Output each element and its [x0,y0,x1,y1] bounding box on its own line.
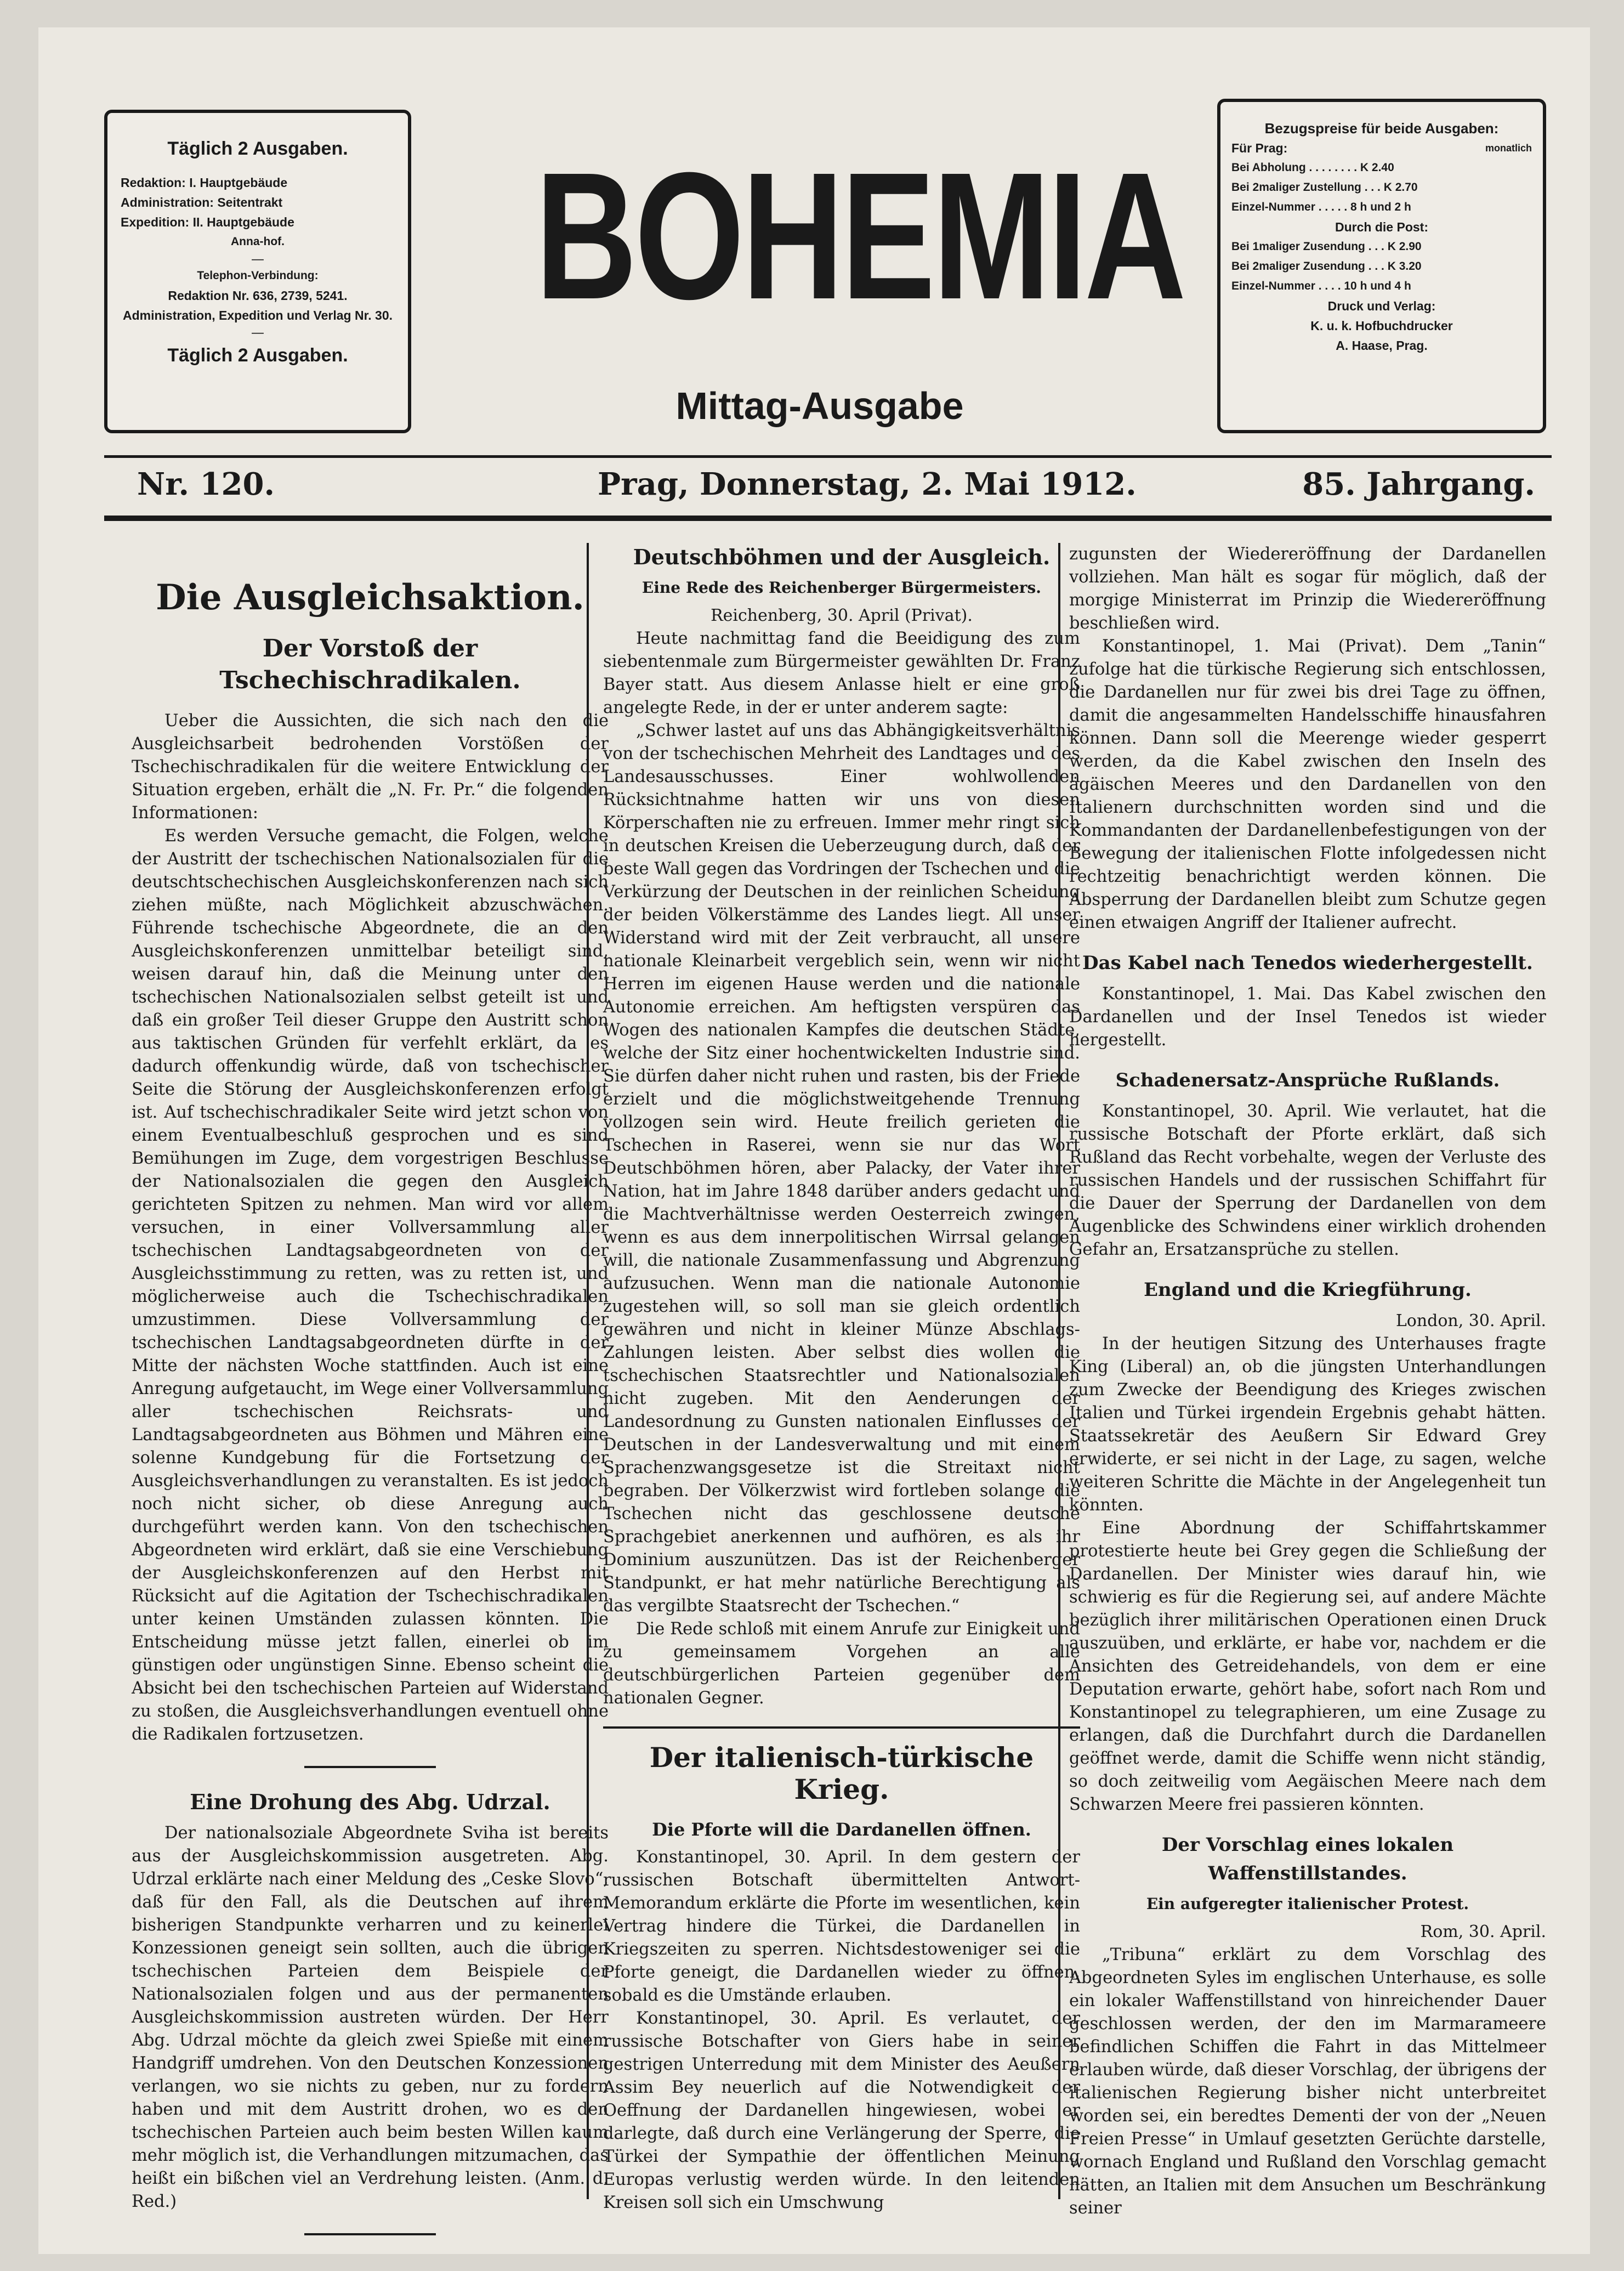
expedition-line: Expedition: II. Hauptgebäude [121,215,294,229]
telephone-admin: Administration, Expedition und Verlag Nr. 30. [122,308,393,322]
issue-date: Prag, Donnerstag, 2. Mai 1912. [598,466,1137,502]
headline-kabel-tenedos: Das Kabel nach Tenedos wiederhergestellt. [1082,952,1533,974]
annahof-label: Anna-hof. [231,235,285,248]
monthly-label: monatlich [1485,143,1532,154]
paragraph: „Schwer lastet auf uns das Abhängigkeitsverhältnis von der tschechischen Mehrheit des Landtages und des Landesausschusses. Einer wohlwollenden Rücksichtnahme hatten wir uns von diesen Körperschaften nie zu erfreuen. Immer mehr ringt sich in deutschen Kreisen die Ueberzeugung durch, daß der beste Wall gegen das Vordringen der Tschechen und die Verkürzung der Deutschen in der reinlichen Scheidung der beiden Völkerstämme des Landes liegt. All unser Widerstand wird mit der Zeit verbraucht, all unsere nationale Kleinarbeit vergeblich sein, wenn wir nicht Herren im eigenen Hause werden und die nationale Autonomie erreichen. Am heftigsten verspüren das Wogen des nationalen Kampfes die deutschen Städte, welche der Sitz einer hochentwickelten Industrie sind. Sie dürfen daher nicht ruhen und rasten, bis der Friede erzielt und die möglichstweitgehende Trennung vollzogen sein wird. Heute freilich gerieten die Tschechen in Raserei, wenn sie nur das Wort Deutschböhmen hören, aber Palacky, der Vater ihrer Nation, hat im Jahre 1848 darüber anders gedacht und die Machtverhältnisse werden Oesterreich zwingen, wenn es aus dem innerpolitischen Wirrsal gelangen will, die nationale Zusammenfassung und Abgrenzung aufzusuchen. Wenn man die nationale Autonomie zugestehen will, so soll man sie gleich ordentlich gewähren und nicht in kleiner Münze Abschlags-Zahlungen leisten. Aber selbst dies wollen die tschechischen Staatsrechtler und Nationalsozialen nicht zugeben. Mit den Aenderungen der Landesordnung zu Gunsten nationalen Einflusses der Deutschen in der Landesverwaltung und mit einem Sprachenzwangsgesetze ist die Streitaxt nicht begraben. Der Völkerzwist wird fortleben solange die Tschechen nicht das geschlossene deutsche Sprachgebiet anerkennen und aufhören, es als ihr Dominium auszunützen. Das ist der Reichenberger Standpunkt, er hat mehr natürliche Berechtigung als das vergilbte Staatsrecht der Tschechen.“ [603,721,1080,1616]
paragraph: zugunsten der Wiedereröffnung der Dardanellen vollziehen. Man hält es sogar für möglich, daß der morgige Ministerrat im Prinzip die Wiedereröffnung beschließen wird. [1069,545,1546,633]
price-einzel: Einzel-Nummer . . . . . 8 h und 2 h [1231,201,1411,213]
column-1 [132,543,609,2255]
daily-editions-label-bottom: Täglich 2 Ausgaben. [167,345,348,366]
publisher-3: A. Haase, Prag. [1336,338,1428,353]
divider: — [251,251,264,267]
price-zustellung: Bei 2maliger Zustellung . . . K 2.70 [1231,181,1418,194]
post-label: Durch die Post: [1335,220,1428,234]
subscription-prices-box [1217,99,1546,433]
telephone-redaktion: Redaktion Nr. 636, 2739, 5241. [168,288,348,303]
newspaper-page [38,27,1590,2254]
subheadline-vorstoss: Der Vorstoß der Tschechischradikalen. [219,635,521,694]
dateline [104,461,1552,510]
headline-ausgleichsaktion: Die Ausgleichsaktion. [156,577,584,618]
telephone-label: Telephon-Verbindung: [197,269,319,282]
headline-schadenersatz: Schadenersatz-Ansprüche Rußlands. [1115,1069,1500,1091]
subscription-info-box-left [104,110,411,433]
publisher-2: K. u. k. Hofbuchdrucker [1310,319,1453,333]
masthead-title: BOHEMIA [535,134,1184,337]
prices-title: Bezugspreise für beide Ausgaben: [1264,120,1499,137]
prag-label [1231,138,1532,158]
paragraph: Ueber die Aussichten, die sich nach den die Ausgleichsarbeit bedrohenden Vorstößen der Tschechischradikalen für die weitere Entwicklung der Situation ergeben, erhält die „N. Fr. Pr.“ die folgenden Informationen: [132,711,609,823]
headline-england: England und die Kriegführung. [1144,1279,1472,1301]
dateline-london: London, 30. April. [1395,1311,1546,1330]
price-post-2: Bei 2maliger Zusendung . . . K 3.20 [1231,260,1422,273]
section-rule [304,2233,436,2235]
section-rule [603,1726,1080,1729]
administration-line: Administration: Seitentrakt [121,195,283,209]
paragraph: Konstantinopel, 1. Mai (Privat). Dem „Tanin“ zufolge hat die türkische Regierung sich entschlossen, die Dardanellen nur für zwei bis drei Tage zu öffnen, damit die angesammelten Handelsschiffe hinausfahren können. Dann soll die Meerenge wieder gesperrt werden, da die Kabel zwischen den Inseln des ägäischen Meeres und den Dardanellen von den Italienern durchschnitten worden sind und die Kommandanten der Dardanellenbefestigungen von der Bewegung der italienischen Flotte infolgedessen nicht rechtzeitig benachrichtigt werden können. Die Absperrung der Dardanellen bleibt zum Schutze gegen einen etwaigen Angriff der Italiener aufrecht. [1069,637,1546,932]
subheadline-pforte: Die Pforte will die Dardanellen öffnen. [652,1819,1031,1840]
edition-label: Mittag-Ausgabe [675,384,964,427]
paragraph: Es werden Versuche gemacht, die Folgen, welche der Austritt der tschechischen Nationalsozialen für die deutschtschechischen Ausgleichskonferenzen nach sich ziehen müßte, nach Möglichkeit abzuschwächen. Führende tschechische Abgeordnete, die an den Ausgleichskonferenzen unmittelbar beteiligt sind, weisen darauf hin, daß die Meinung unter den tschechischen Nationalsozialen selbst geteilt ist und daß ein großer Teil dieser Gruppe den Austritt schon aus taktischen Gründen für verfehlt erklärt, da es dadurch offenkundig würde, daß von tschechischer Seite die Störung der Ausgleichskonferenzen erfolgt ist. Auf tschechischradikaler Seite wird jetzt schon von einem Eventualbeschluß gesprochen und es sind Bemühungen im Zuge, dem vorgestrigen Beschlusse der Nationalsozialen die gegen den Ausgleich gerichteten Spitzen zu nehmen. Man wird vor allem versuchen, in einer Vollversammlung aller tschechischen Landtagsabgeordneten von der Ausgleichsstimmung zu retten, was zu retten ist, und möglicherweise auch die Tschechischradikalen umzustimmen. Diese Vollversammlung der tschechischen Landtagsabgeordneten dürfte in der Mitte der nächsten Woche stattfinden. Auch ist eine Anregung aufgetaucht, im Wege einer Vollversammlung aller tschechischen Reichsrats- und Landtagsabgeordneten aus Böhmen und Mähren eine solenne Kundgebung für die Fortsetzung der Ausgleichsverhandlungen zu veranstalten. Es ist jedoch noch nicht sicher, ob diese Anregung auch durchgeführt werden kann. Von den tschechischen Abgeordneten wird erklärt, daß sie eine Verschiebung der Ausgleichskonferenzen auf den Herbst mit Rücksicht auf die Agitation der Tschechischradikalen unter keinen Umständen zulassen könnten. Die Entscheidung müsse jetzt fallen, einerlei ob im günstigen oder ungünstigen Sinne. Ebenso scheint die Absicht bei den tschechischen Parteien auf Widerstand zu stoßen, die Ausgleichsverhandlungen eventuell ohne die Radikalen fortzusetzen. [132,826,609,1744]
paragraph: Konstantinopel, 30. April. Wie verlautet, hat die russische Botschaft der Pforte erklärt, daß sich Rußland das Recht vorbehalte, wegen der Verluste des russischen Handels und der russischen Schiffahrt für die Dauer der Sperrung der Dardanellen von dem Augenblicke des Schwindens einer wirklich drohenden Gefahr an, Ersatzansprüche zu stellen. [1069,1102,1546,1259]
daily-editions-label-top: Täglich 2 Ausgaben. [167,138,348,159]
headline-drohung: Eine Drohung des Abg. Udrzal. [190,1789,550,1814]
divider: — [251,325,264,340]
paragraph: „Tribuna“ erklärt zu dem Vorschlag des Abgeordneten Syles im englischen Unterhause, es solle ein lokaler Waffenstillstand von hinreichender Dauer geschlossen werden, der den im Marmarameere befindlichen Schiffen die Fahrt in das Mittelmeer erlauben würde, daß dieser Vorschlag, der übrigens der italienischen Regierung bisher nicht unterbreitet worden sei, ein beredtes Dementi der von der „Neuen Freien Presse“ in Umlauf gesetzten Gerüchte darstelle, wornach England und Rußland den Vorschlag gemacht hätten, an Italien mit dem Ansuchen um Beschränkung seiner [1069,1945,1546,2218]
price-post-1: Bei 1maliger Zusendung . . . K 2.90 [1231,240,1422,253]
publisher-1: Druck und Verlag: [1327,299,1436,313]
issue-number: Nr. 120. [137,466,275,502]
subheadline-protest: Ein aufgeregter italienischer Protest. [1146,1895,1469,1913]
price-abholung: Bei Abholung . . . . . . . . K 2.40 [1231,161,1394,174]
dateline-reichenberg: Reichenberg, 30. April (Privat). [711,606,973,625]
paragraph: Konstantinopel, 30. April. In dem gestern der russischen Botschaft übermittelten Antwort-Memorandum erklärte die Pforte im wesentlichen, kein Vertrag hindere die Türkei, die Dardanellen in Kriegszeiten zu sperren. Nichtsdestoweniger sei die Pforte geneigt, die Dardanellen wieder zu öffnen, sobald es die Umstände erlauben. [603,1848,1080,2005]
column-2 [603,543,1080,2215]
dateline-rule-bottom [104,516,1552,521]
paragraph: Der nationalsoziale Abgeordnete Sviha ist bereits aus der Ausgleichskommission ausgetreten. Abg. Udrzal erklärte nach einer Meldung des „Ceske Slovo“, daß für den Fall, als die Deutschen auf ihrem bisherigen Standpunkte verharren und zu keinerlei Konzessionen geneigt sein sollten, auch die übrigen tschechischen Parteien dem Beispiele der Nationalsozialen folgen und aus der permanenten Ausgleichskommission austreten würden. Der Herr Abg. Udrzal möchte da gleich zwei Spieße mit einem Handgriff umdrehen. Von den Deutschen Konzessionen verlangen, wo sie nichts zu geben, nur zu fordern haben und mit dem Austritt drohen, wo es den tschechischen Parteien auch beim besten Willen kaum mehr möglich ist, die Verhandlungen mitzumachen, das heißt ein bißchen viel an Verdrehung leisten. (Anm. d. Red.) [132,1823,609,2211]
section-rule [304,1766,436,1768]
redaktion-line: Redaktion: I. Hauptgebäude [121,175,288,190]
paragraph: In der heutigen Sitzung des Unterhauses fragte King (Liberal) an, ob die jüngsten Unterhandlungen zum Zwecke der Beendigung des Krieges zwischen Italien und Türkei irgendein Ergebnis gehabt hätten. Staatssekretär des Aeußern Sir Edward Grey erwiderte, er sei nicht in der Lage, zu sagen, welche weiteren Schritte die Mächte in der Angelegenheit tun könnten. [1069,1334,1546,1515]
price-post-einzel: Einzel-Nummer . . . . 10 h und 4 h [1231,280,1411,292]
dateline-rule-top [104,455,1552,458]
dateline-rom: Rom, 30. April. [1420,1922,1546,1941]
volume-year: 85. Jahrgang. [1302,466,1535,502]
headline-waffenstillstand: Der Vorschlag eines lokalen Waffenstillstandes. [1161,1834,1454,1884]
headline-deutschboehmen: Deutschböhmen und der Ausgleich. [633,545,1051,569]
column-3 [1069,543,1546,2220]
subheadline-rede: Eine Rede des Reichenberger Bürgermeisters. [641,579,1042,597]
prag-label-text: Für Prag: [1231,141,1288,155]
paragraph: Konstantinopel, 30. April. Es verlautet, der russische Botschafter von Giers habe in seiner gestrigen Unterredung mit dem Minister des Aeußern Assim Bey neuerlich auf die Notwendigkeit der Oeffnung der Dardanellen hingewiesen, wobei er darlegte, daß durch eine Verlängerung der Sperre, die Türkei der Sympathie der öffentlichen Meinung Europas verlustig werden würde. In den leitenden Kreisen soll sich ein Umschwung [603,2009,1080,2212]
paragraph: Heute nachmittag fand die Beeidigung des zum siebentenmale zum Bürgermeister gewählten Dr. Franz Bayer statt. Aus diesem Anlasse hielt er eine groß angelegte Rede, in der er unter anderem sagte: [603,629,1080,717]
headline-italienisch-tuerkisch: Der italienisch-türkische Krieg. [649,1741,1034,1805]
paragraph: Konstantinopel, 1. Mai. Das Kabel zwischen den Dardanellen und der Insel Tenedos ist wieder hergestellt. [1069,984,1546,1050]
paragraph: Die Rede schloß mit einem Anrufe zur Einigkeit und zu gemeinsamem Vorgehen an alle deutschbürgerlichen Parteien gegenüber dem nationalen Gegner. [603,1619,1080,1708]
paragraph: Eine Abordnung der Schiffahrtskammer protestierte heute bei Grey gegen die Schließung der Dardanellen. Der Minister wies darauf hin, wie schwierig es für die Regierung sei, auf andere Mächte bezüglich ihrer militärischen Operationen einen Druck auszuüben, und erklärte, er habe vor, nachdem er die Ansichten des Getreidehandels, von dem er eine Deputation erwarte, gehört habe, sofort nach Rom und Konstantinopel zu telegraphieren, um eine Zusage zu erlangen, daß die Durchfahrt durch die Dardanellen geöffnet werde, damit die Schiffe wenn nicht ständig, so doch zeitweilig vom Aegäischen Meere nach dem Schwarzen Meere frei passieren könnten. [1069,1519,1546,1814]
